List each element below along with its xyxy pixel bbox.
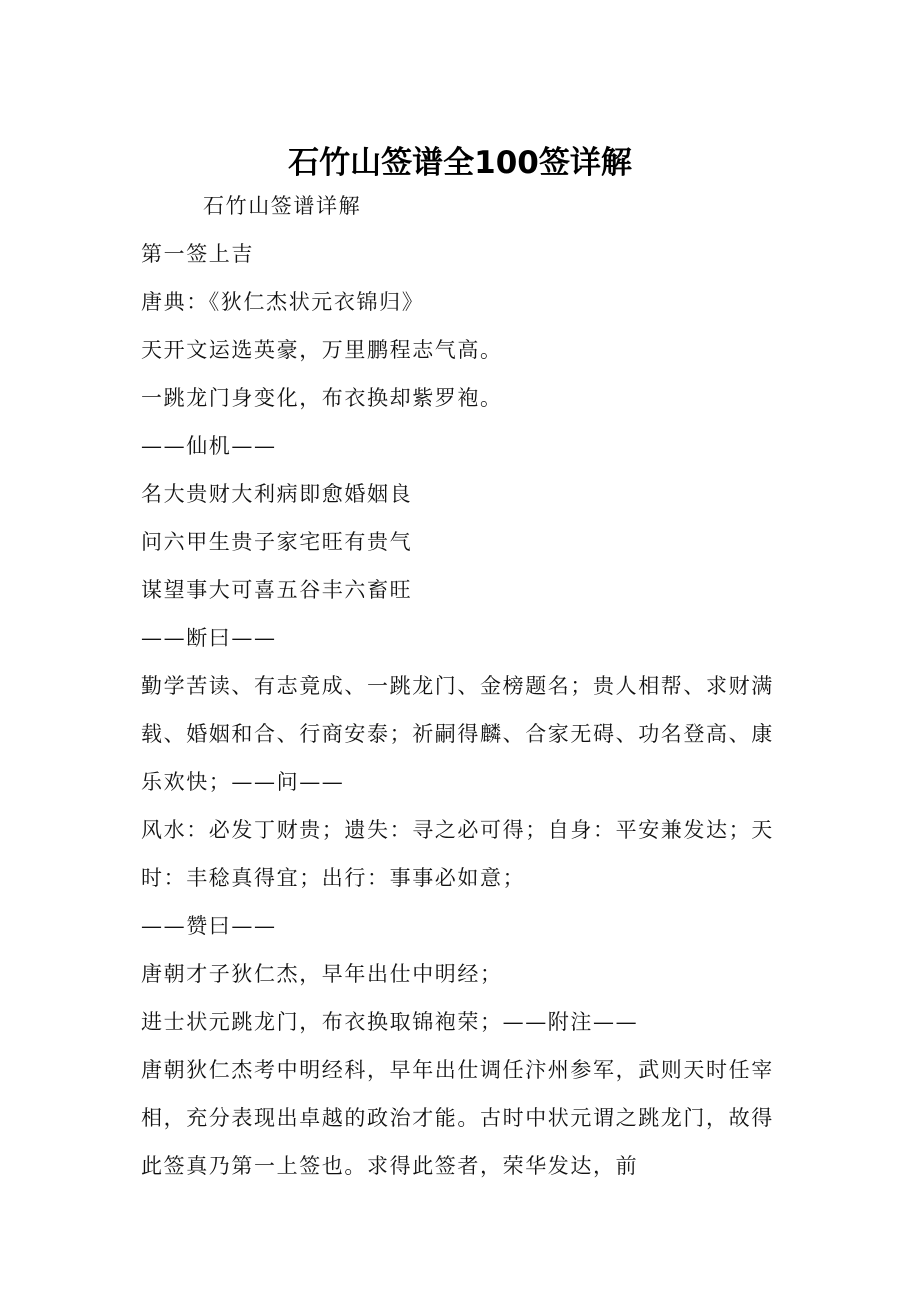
lot-heading: 第一签上吉 <box>141 242 254 266</box>
section-heading-xianji: ——仙机—— <box>141 434 277 458</box>
zanyue-line-2: 进士状元跳龙门，布衣换取锦袍荣；——附注—— <box>141 1010 639 1034</box>
story-title: 唐典：《狄仁杰状元衣锦归》 <box>141 290 425 314</box>
xianji-line-2: 问六甲生贵子家宅旺有贵气 <box>141 530 413 554</box>
subtitle-paragraph: 石竹山签谱详解 <box>203 194 362 218</box>
poem-line-1: 天开文运选英豪，万里鹏程志气高。 <box>141 338 503 362</box>
xianji-line-1: 名大贵财大利病即愈婚姻良 <box>141 482 413 506</box>
xianji-line-3: 谋望事大可喜五谷丰六畜旺 <box>141 578 413 602</box>
document-body <box>141 182 781 1190</box>
poem-line-2: 一跳龙门身变化，布衣换却紫罗袍。 <box>141 386 503 410</box>
annotation-paragraph: 唐朝狄仁杰考中明经科，早年出仕调任汴州参军，武则天时任宰相，充分表现出卓越的政治才能。古时中状元谓之跳龙门，故得此签真乃第一上签也。求得此签者，荣华发达，前 <box>141 1058 774 1178</box>
section-heading-zanyue: ——赞曰—— <box>141 914 277 938</box>
wen-paragraph: 风水：必发丁财贵；遗失：寻之必可得；自身：平安兼发达；天时：丰稔真得宜；出行：事事必如意； <box>141 818 774 890</box>
duanyue-paragraph: 勤学苦读、有志竟成、一跳龙门、金榜题名；贵人相帮、求财满载、婚姻和合、行商安泰；祈嗣得麟、合家无碍、功名登高、康乐欢快；——问—— <box>141 674 774 794</box>
document-title: 石竹山签谱全100签详解 <box>288 144 632 181</box>
zanyue-line-1: 唐朝才子狄仁杰，早年出仕中明经； <box>141 962 503 986</box>
section-heading-duanyue: ——断曰—— <box>141 626 277 650</box>
